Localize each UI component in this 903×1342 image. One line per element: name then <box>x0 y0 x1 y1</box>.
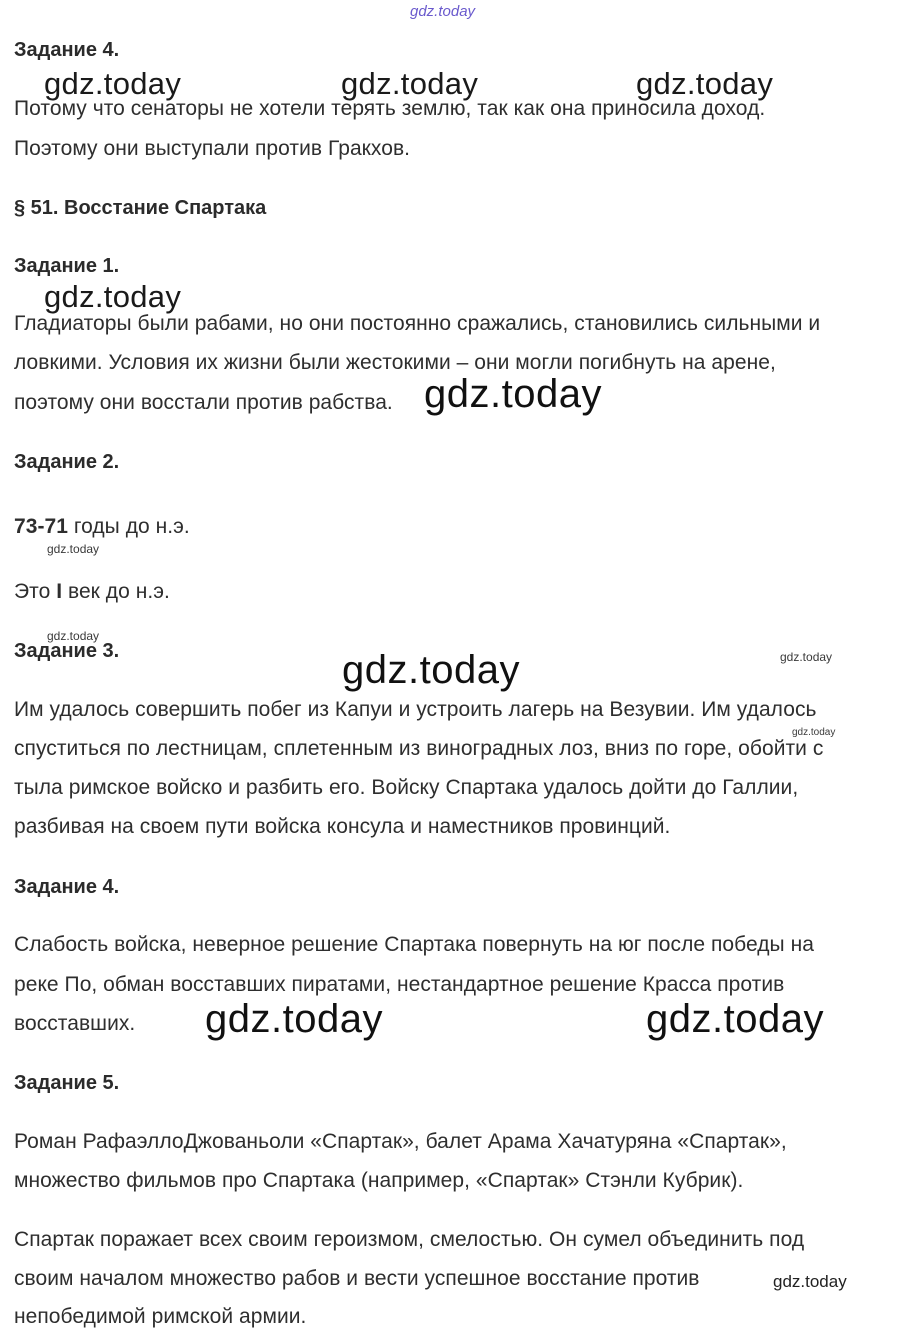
watermark: gdz.today <box>47 542 100 556</box>
task-1-heading: Задание 1. <box>14 255 120 277</box>
task-3-heading: Задание 3. <box>14 640 120 662</box>
task-4-heading-first: Задание 4. <box>14 39 120 61</box>
task-5-text-line: Спартак поражает всех своим героизмом, смелостью. Он сумел объединить под <box>14 1228 805 1251</box>
watermark: gdz.today <box>424 372 602 416</box>
task-3-text-line: спуститься по лестницам, сплетенным из виноградных лоз, вниз по горе, обойти с <box>14 737 824 760</box>
watermark-top: gdz.today <box>410 3 476 20</box>
task-1-text-line: поэтому они восстали против рабства. <box>14 391 393 414</box>
watermark: gdz.today <box>792 727 836 738</box>
task-1-text-line: Гладиаторы были рабами, но они постоянно сражались, становились сильными и <box>14 312 821 335</box>
task-5-text-line: непобедимой римской армии. <box>14 1305 307 1328</box>
task-5-text-line: множество фильмов про Спартака (например, «Спартак» Стэнли Кубрик). <box>14 1169 744 1192</box>
watermark: gdz.today <box>636 66 774 101</box>
task-2-years-number: 73-71 <box>14 515 68 538</box>
watermark: gdz.today <box>646 997 824 1041</box>
task-5-heading: Задание 5. <box>14 1072 120 1094</box>
watermark: gdz.today <box>44 66 182 101</box>
task-4-text-line: Поэтому они выступали против Гракхов. <box>14 137 411 160</box>
section-title: § 51. Восстание Спартака <box>14 197 267 219</box>
task-2-years-line <box>14 515 190 539</box>
task-3-text-line: разбивая на своем пути войска консула и наместников провинций. <box>14 815 671 838</box>
task-3-text-line: тыла римское войско и разбить его. Войску Спартака удалось дойти до Галлии, <box>14 776 799 799</box>
watermark: gdz.today <box>341 66 479 101</box>
task-4-text-line: Потому что сенаторы не хотели терять землю, так как она приносила доход. <box>14 97 766 120</box>
task-3-text-line: Им удалось совершить побег из Капуи и устроить лагерь на Везувии. Им удалось <box>14 698 817 721</box>
watermark: gdz.today <box>47 629 100 643</box>
watermark: gdz.today <box>205 997 383 1041</box>
task-2-century-post: век до н.э. <box>62 580 170 603</box>
task-4b-text-line: Слабость войска, неверное решение Спартака повернуть на юг после победы на <box>14 933 814 956</box>
task-4b-text-line: восставших. <box>14 1012 136 1035</box>
watermark: gdz.today <box>44 279 182 314</box>
task-2-century-pre: Это <box>14 580 57 603</box>
task-5-text-line: Роман РафаэллоДжованьоли «Спартак», балет Арама Хачатуряна «Спартак», <box>14 1130 787 1153</box>
task-2-century-line <box>14 580 170 604</box>
task-2-century-roman: I <box>56 580 63 603</box>
task-2-heading: Задание 2. <box>14 451 120 473</box>
task-5-text-line: своим началом множество рабов и вести успешное восстание против <box>14 1267 700 1290</box>
task-1-text-line: ловкими. Условия их жизни были жестокими – они могли погибнуть на арене, <box>14 351 776 374</box>
watermark: gdz.today <box>342 648 520 692</box>
task-4-heading-second: Задание 4. <box>14 876 120 898</box>
watermark: gdz.today <box>773 1272 847 1291</box>
task-2-years-rest: годы до н.э. <box>67 515 190 538</box>
watermark: gdz.today <box>780 650 833 664</box>
task-4b-text-line: реке По, обман восставших пиратами, нестандартное решение Красса против <box>14 973 785 996</box>
